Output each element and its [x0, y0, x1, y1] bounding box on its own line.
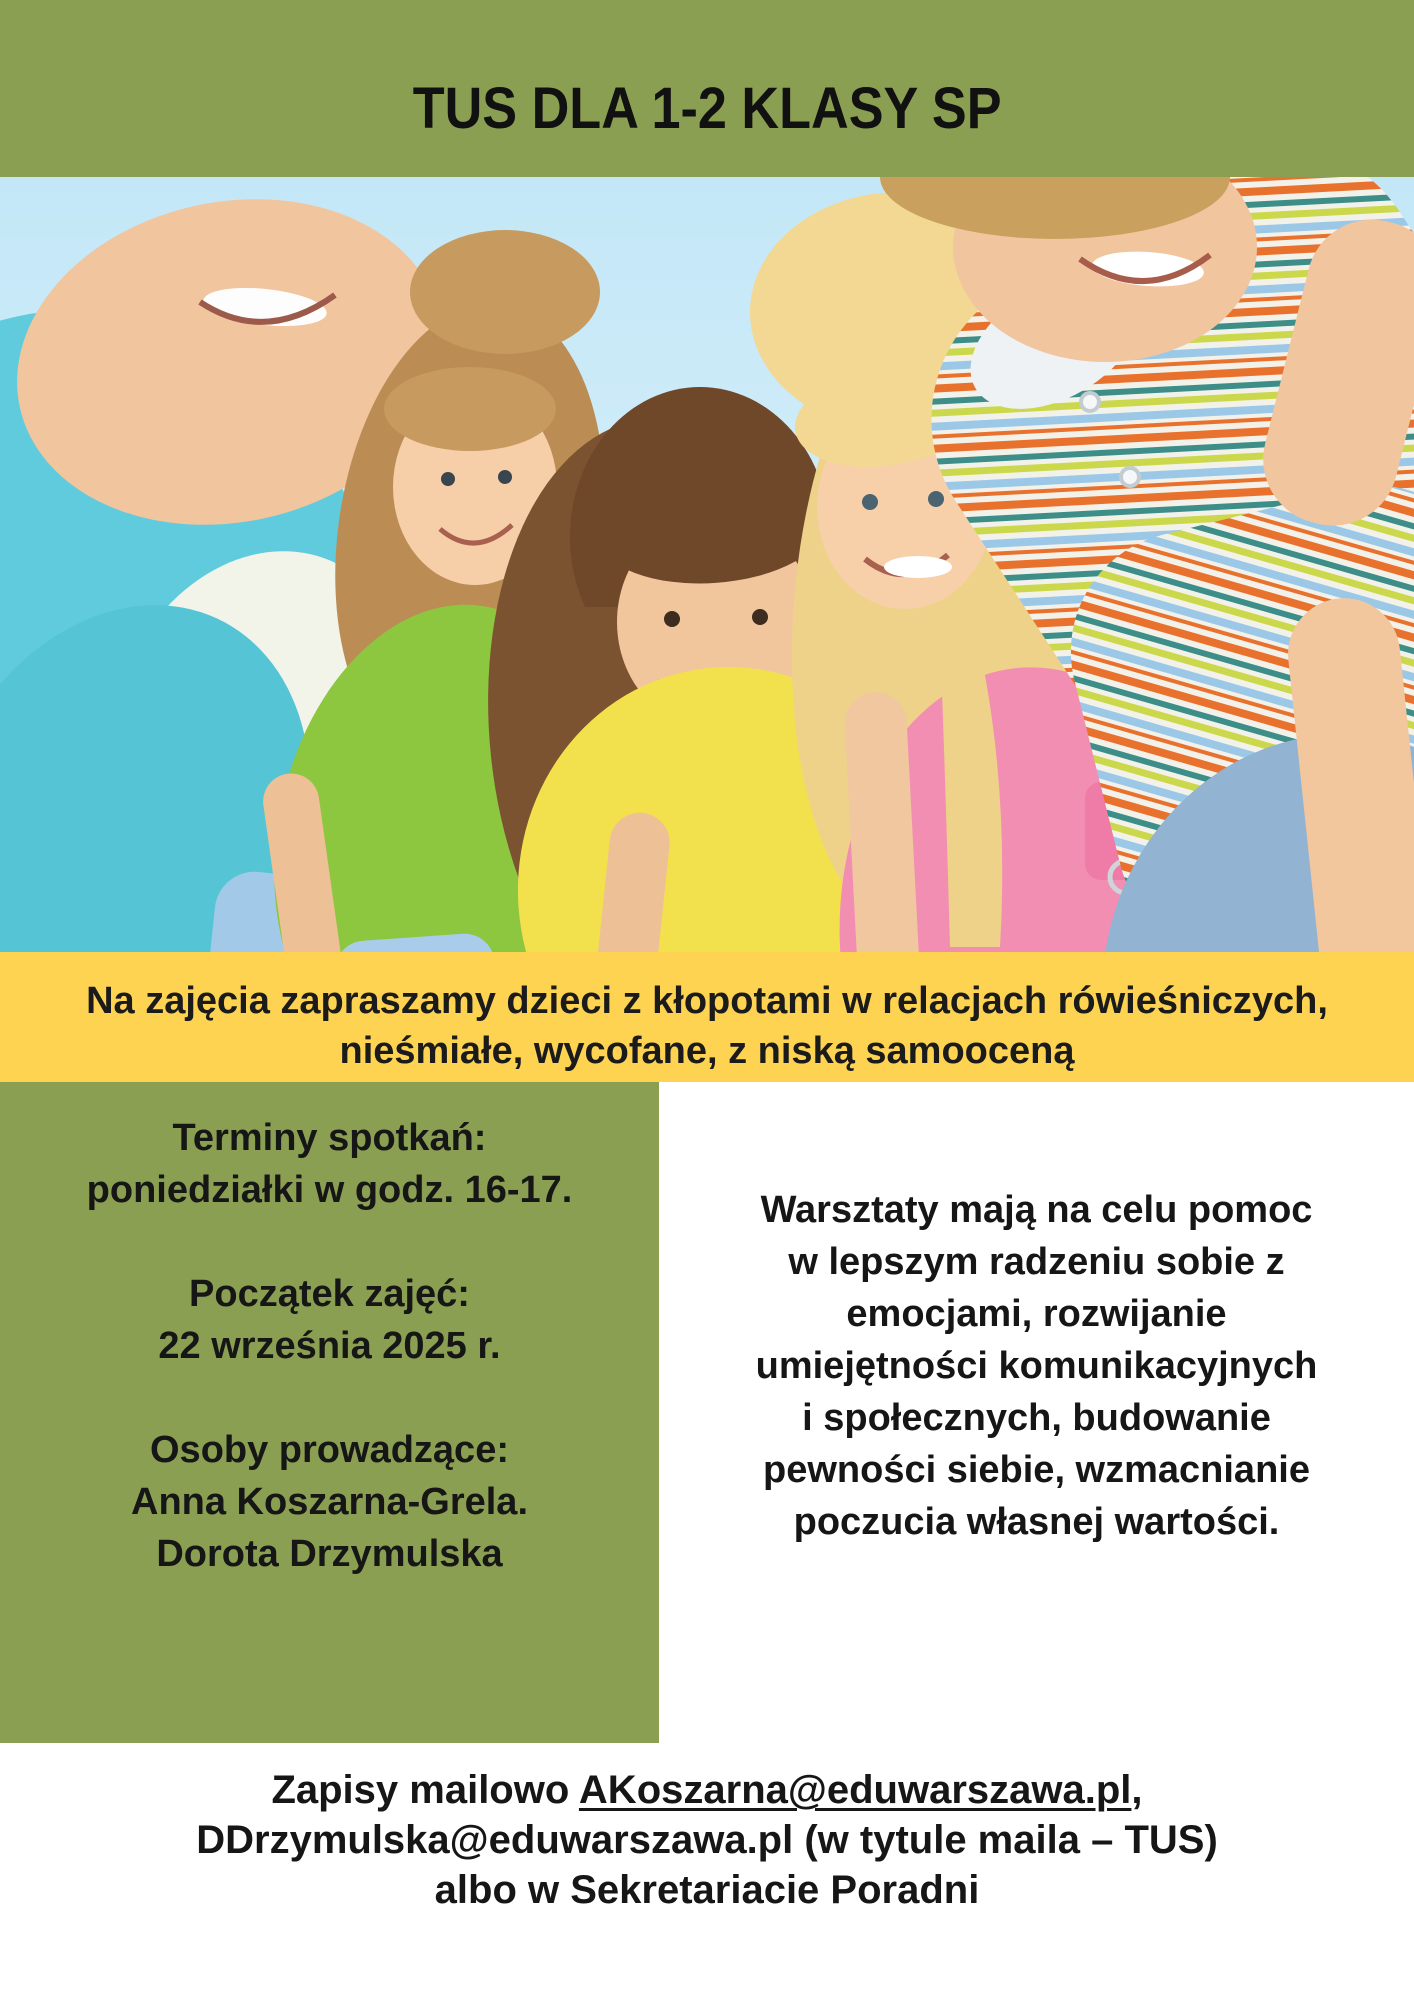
description-line-5: i społecznych, budowanie — [802, 1397, 1271, 1439]
email-link-akoszarna[interactable]: AKoszarna@eduwarszawa.pl — [578, 1768, 1132, 1812]
start-date: 22 września 2025 r. — [158, 1325, 501, 1367]
footer-line-1 — [0, 1765, 1414, 1815]
signup-prefix: Zapisy mailowo — [271, 1768, 579, 1812]
description-line-3: emocjami, rozwijanie — [846, 1293, 1227, 1335]
workshop-description — [659, 1082, 1414, 1743]
schedule-dates-group — [0, 1112, 659, 1216]
description-line-7: poczucia własnej wartości. — [793, 1501, 1280, 1543]
header-band — [0, 0, 1414, 177]
banner-line-2: nieśmiałe, wycofane, z niską samooceną — [339, 1030, 1075, 1072]
instructor-2: Dorota Drzymulska — [156, 1533, 503, 1575]
start-date-group — [0, 1268, 659, 1372]
start-heading: Początek zajęć: — [189, 1273, 470, 1315]
instructors-heading: Osoby prowadzące: — [150, 1429, 509, 1471]
signup-info — [0, 1743, 1414, 2000]
description-line-2: w lepszym radzeniu sobie z — [788, 1241, 1285, 1283]
invitation-banner — [0, 952, 1414, 1082]
signup-suffix: , — [1131, 1768, 1143, 1812]
page-title: TUS DLA 1-2 KLASY SP — [412, 75, 1002, 141]
footer-line-2: DDrzymulska@eduwarszawa.pl (w tytule maila – TUS) — [196, 1818, 1218, 1862]
instructors-group — [0, 1424, 659, 1580]
description-line-4: umiejętności komunikacyjnych — [755, 1345, 1318, 1387]
schedule-time: poniedziałki w godz. 16-17. — [86, 1169, 573, 1211]
banner-line-1: Na zajęcia zapraszamy dzieci z kłopotami w relacjach rówieśniczych, — [86, 980, 1328, 1022]
schedule-heading: Terminy spotkań: — [172, 1117, 487, 1159]
children-photo — [0, 177, 1414, 952]
description-line-1: Warsztaty mają na celu pomoc — [760, 1189, 1313, 1231]
children-photo-illustration — [0, 177, 1414, 952]
content-row — [0, 1082, 1414, 1743]
footer-line-3: albo w Sekretariacie Poradni — [434, 1868, 980, 1912]
description-line-6: pewności siebie, wzmacnianie — [763, 1449, 1310, 1491]
schedule-panel — [0, 1082, 659, 1743]
instructor-1: Anna Koszarna-Grela. — [131, 1481, 528, 1523]
